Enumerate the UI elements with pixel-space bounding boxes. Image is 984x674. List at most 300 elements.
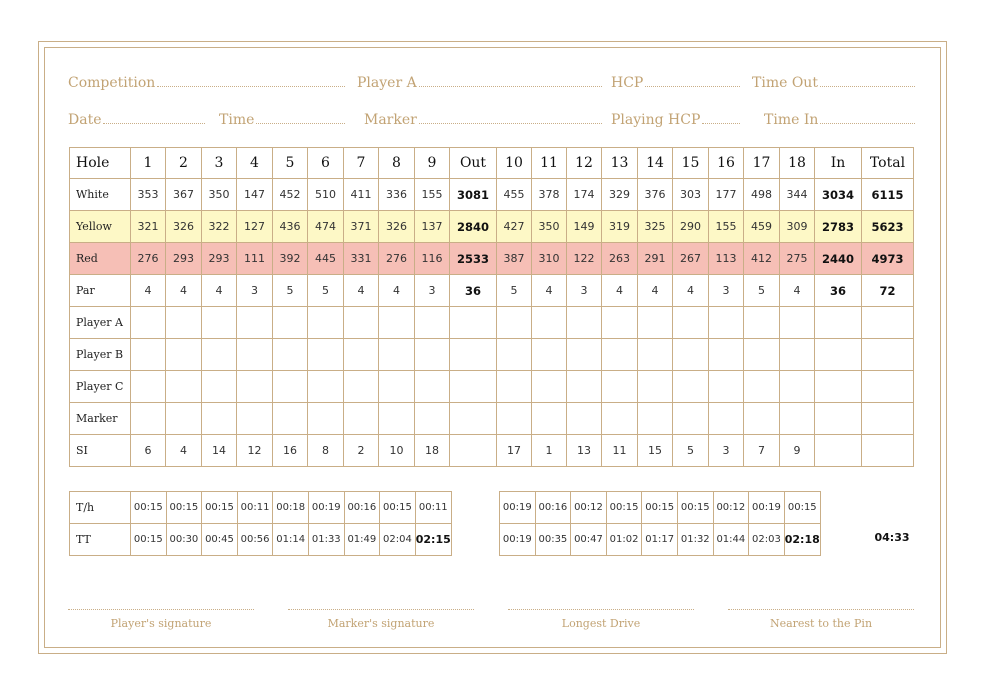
tee-white-cell: 452 (273, 179, 308, 211)
player-3-cell[interactable] (602, 371, 638, 403)
player-signature-label: Player's signature (110, 617, 212, 630)
player-1-row (70, 307, 914, 339)
tee-red-cell: 387 (497, 243, 532, 275)
player-2-cell[interactable] (602, 339, 638, 371)
tee-yellow-cell: 149 (567, 211, 602, 243)
stroke-index-cell: 7 (744, 435, 780, 467)
player-1-cell[interactable] (379, 307, 415, 339)
par-cell: 4 (166, 275, 202, 307)
timing-tt-cell: 01:14 (273, 524, 309, 556)
hole-number: 18 (780, 148, 815, 179)
hole-number: 5 (273, 148, 308, 179)
tee-red-cell: 122 (567, 243, 602, 275)
hole-number: 15 (673, 148, 709, 179)
timing-th-row (500, 492, 821, 524)
player-1-cell[interactable] (744, 307, 780, 339)
stroke-index-cell: 10 (379, 435, 415, 467)
tee-white-cell: 6115 (862, 179, 914, 211)
player-4-cell[interactable] (202, 403, 237, 435)
timing-tt-label: TT (70, 524, 131, 556)
player-4-cell[interactable] (862, 403, 914, 435)
tee-white-cell: 3081 (450, 179, 497, 211)
timing-tt-cell: 02:18 (784, 524, 820, 556)
stroke-index-cell: 11 (602, 435, 638, 467)
timing-tt-row (70, 524, 452, 556)
timing-th-cell: 00:16 (344, 492, 380, 524)
player-3-row (70, 371, 914, 403)
marker-field[interactable] (364, 108, 602, 128)
timing-th-cell: 00:11 (415, 492, 451, 524)
stroke-index-cell: 9 (780, 435, 815, 467)
competition-label: Competition (68, 75, 156, 91)
player-3-cell[interactable] (709, 371, 744, 403)
tee-red-cell: 276 (131, 243, 166, 275)
tee-white-cell: 177 (709, 179, 744, 211)
hole-number: 1 (131, 148, 166, 179)
tee-red-cell: 331 (344, 243, 379, 275)
tee-red-cell: 2533 (450, 243, 497, 275)
stroke-index-cell (862, 435, 914, 467)
timing-tt-cell: 01:44 (713, 524, 749, 556)
hole-number: 14 (638, 148, 673, 179)
nearest-pin-line[interactable] (728, 609, 914, 610)
playing-hcp-label: Playing HCP (611, 112, 701, 128)
player-3-cell[interactable] (308, 371, 344, 403)
player-3-cell[interactable] (166, 371, 202, 403)
player-2-cell[interactable] (131, 339, 166, 371)
player-3-label: Player C (70, 371, 131, 403)
stroke-index-cell: 16 (273, 435, 308, 467)
player-1-cell[interactable] (202, 307, 237, 339)
tee-yellow-cell: 459 (744, 211, 780, 243)
timing-th-cell: 00:15 (131, 492, 167, 524)
stroke-index-cell: 13 (567, 435, 602, 467)
hole-number: In (815, 148, 862, 179)
timing-th-cell: 00:19 (749, 492, 785, 524)
marker-signature-line[interactable] (288, 609, 474, 610)
player-3-cell[interactable] (202, 371, 237, 403)
tee-red-cell: 276 (379, 243, 415, 275)
stroke-index-cell: 1 (532, 435, 567, 467)
tee-yellow-cell: 474 (308, 211, 344, 243)
player-3-cell[interactable] (780, 371, 815, 403)
player-3-cell[interactable] (744, 371, 780, 403)
hole-number: Total (862, 148, 914, 179)
player-4-cell[interactable] (532, 403, 567, 435)
stroke-index-cell: 14 (202, 435, 237, 467)
par-cell: 4 (344, 275, 379, 307)
par-row (70, 275, 914, 307)
player-3-cell[interactable] (497, 371, 532, 403)
player-4-cell[interactable] (308, 403, 344, 435)
stroke-index-cell (815, 435, 862, 467)
grand-total-time: 04:33 (874, 531, 910, 544)
player-1-cell[interactable] (567, 307, 602, 339)
stroke-index-cell: 8 (308, 435, 344, 467)
par-cell: 4 (532, 275, 567, 307)
player-4-cell[interactable] (415, 403, 450, 435)
tee-yellow-cell: 127 (237, 211, 273, 243)
tee-red-cell: 113 (709, 243, 744, 275)
player-4-cell[interactable] (237, 403, 273, 435)
player-2-cell[interactable] (862, 339, 914, 371)
tee-yellow-cell: 326 (379, 211, 415, 243)
timing-th-cell: 00:15 (784, 492, 820, 524)
player-3-cell[interactable] (450, 371, 497, 403)
time-field[interactable] (219, 108, 345, 128)
timing-th-cell: 00:12 (713, 492, 749, 524)
player-4-cell[interactable] (131, 403, 166, 435)
player-3-cell[interactable] (532, 371, 567, 403)
player-2-cell[interactable] (308, 339, 344, 371)
player-4-cell[interactable] (273, 403, 308, 435)
stroke-index-cell: 3 (709, 435, 744, 467)
hole-number: 13 (602, 148, 638, 179)
tee-yellow-cell: 155 (709, 211, 744, 243)
tee-red-cell: 4973 (862, 243, 914, 275)
tee-white-cell: 303 (673, 179, 709, 211)
player-1-cell[interactable] (450, 307, 497, 339)
stroke-index-cell: 5 (673, 435, 709, 467)
player-3-cell[interactable] (415, 371, 450, 403)
player-3-cell[interactable] (815, 371, 862, 403)
par-cell: 3 (567, 275, 602, 307)
tee-white-cell: 378 (532, 179, 567, 211)
player-2-cell[interactable] (673, 339, 709, 371)
tee-yellow-cell: 137 (415, 211, 450, 243)
stroke-index-label: SI (70, 435, 131, 467)
tee-red-cell: 275 (780, 243, 815, 275)
player-1-label: Player A (70, 307, 131, 339)
player-2-cell[interactable] (532, 339, 567, 371)
tee-yellow-cell: 2783 (815, 211, 862, 243)
tee-yellow-cell: 321 (131, 211, 166, 243)
player-2-cell[interactable] (415, 339, 450, 371)
timing-tt-row (500, 524, 821, 556)
hcp-label: HCP (611, 75, 644, 91)
time-out-label: Time Out (752, 75, 818, 91)
stroke-index-cell: 18 (415, 435, 450, 467)
tee-white-cell: 147 (237, 179, 273, 211)
tee-white-cell: 344 (780, 179, 815, 211)
par-cell: 36 (450, 275, 497, 307)
par-cell: 4 (379, 275, 415, 307)
tee-white-row (70, 179, 914, 211)
par-cell: 3 (709, 275, 744, 307)
player-4-cell[interactable] (379, 403, 415, 435)
stroke-index-cell: 4 (166, 435, 202, 467)
timing-tt-cell: 01:32 (677, 524, 713, 556)
player-2-cell[interactable] (237, 339, 273, 371)
player-4-cell[interactable] (450, 403, 497, 435)
player-2-cell[interactable] (709, 339, 744, 371)
date-label: Date (68, 112, 102, 128)
hole-number: 7 (344, 148, 379, 179)
hole-number: 8 (379, 148, 415, 179)
timing-tt-cell: 02:04 (380, 524, 416, 556)
player-1-cell[interactable] (815, 307, 862, 339)
tee-yellow-cell: 436 (273, 211, 308, 243)
longest-drive-line[interactable] (508, 609, 694, 610)
player-1-cell[interactable] (166, 307, 202, 339)
tee-yellow-cell: 290 (673, 211, 709, 243)
timing-tt-cell: 00:56 (237, 524, 273, 556)
par-label: Par (70, 275, 131, 307)
timing-tt-cell: 00:35 (535, 524, 571, 556)
player-4-cell[interactable] (673, 403, 709, 435)
player-signature-line[interactable] (68, 609, 254, 610)
timing-tt-cell: 02:03 (749, 524, 785, 556)
player-3-cell[interactable] (237, 371, 273, 403)
tee-white-cell: 3034 (815, 179, 862, 211)
timing-th-cell: 00:15 (642, 492, 678, 524)
scorecard-table (69, 147, 914, 467)
playing-hcp-field[interactable] (611, 108, 740, 128)
tee-red-cell: 267 (673, 243, 709, 275)
player-1-cell[interactable] (497, 307, 532, 339)
hole-number: 12 (567, 148, 602, 179)
tee-yellow-cell: 325 (638, 211, 673, 243)
player-1-cell[interactable] (273, 307, 308, 339)
hole-number: 4 (237, 148, 273, 179)
tee-white-cell: 329 (602, 179, 638, 211)
player-3-cell[interactable] (379, 371, 415, 403)
par-cell: 5 (497, 275, 532, 307)
tee-yellow-cell: 326 (166, 211, 202, 243)
par-cell: 4 (673, 275, 709, 307)
player-4-cell[interactable] (567, 403, 602, 435)
tee-white-cell: 350 (202, 179, 237, 211)
player-3-cell[interactable] (273, 371, 308, 403)
timing-front-table (69, 491, 452, 556)
hole-number: Out (450, 148, 497, 179)
player-4-cell[interactable] (744, 403, 780, 435)
tee-red-label: Red (70, 243, 131, 275)
player-2-cell[interactable] (273, 339, 308, 371)
tee-red-cell: 392 (273, 243, 308, 275)
timing-th-cell: 00:18 (273, 492, 309, 524)
tee-white-cell: 367 (166, 179, 202, 211)
hole-header-label: Hole (70, 148, 131, 179)
stroke-index-cell: 6 (131, 435, 166, 467)
player-4-cell[interactable] (166, 403, 202, 435)
player-3-cell[interactable] (862, 371, 914, 403)
timing-th-cell: 00:11 (237, 492, 273, 524)
stroke-index-cell: 12 (237, 435, 273, 467)
timing-th-cell: 00:15 (166, 492, 202, 524)
player-2-cell[interactable] (166, 339, 202, 371)
tee-red-cell: 291 (638, 243, 673, 275)
tee-white-cell: 353 (131, 179, 166, 211)
player-1-cell[interactable] (415, 307, 450, 339)
hole-number: 2 (166, 148, 202, 179)
par-cell: 5 (273, 275, 308, 307)
competition-field[interactable] (68, 71, 345, 91)
par-cell: 4 (602, 275, 638, 307)
timing-th-cell: 00:15 (677, 492, 713, 524)
tee-red-cell: 2440 (815, 243, 862, 275)
timing-tt-cell: 01:02 (606, 524, 642, 556)
player-a-field[interactable] (357, 71, 602, 91)
hole-number: 16 (709, 148, 744, 179)
player-1-cell[interactable] (638, 307, 673, 339)
par-cell: 72 (862, 275, 914, 307)
player-2-cell[interactable] (815, 339, 862, 371)
date-field[interactable] (68, 108, 205, 128)
player-2-cell[interactable] (744, 339, 780, 371)
tee-red-cell: 293 (202, 243, 237, 275)
longest-drive-label: Longest Drive (561, 617, 641, 630)
player-2-cell[interactable] (497, 339, 532, 371)
hole-number: 17 (744, 148, 780, 179)
player-2-cell[interactable] (450, 339, 497, 371)
tee-red-cell: 445 (308, 243, 344, 275)
timing-th-cell: 00:16 (535, 492, 571, 524)
player-1-cell[interactable] (862, 307, 914, 339)
par-cell: 5 (308, 275, 344, 307)
tee-white-cell: 336 (379, 179, 415, 211)
player-4-cell[interactable] (709, 403, 744, 435)
timing-tt-cell: 00:15 (131, 524, 167, 556)
timing-tt-cell: 00:19 (500, 524, 536, 556)
tee-yellow-cell: 5623 (862, 211, 914, 243)
tee-red-cell: 310 (532, 243, 567, 275)
player-2-cell[interactable] (638, 339, 673, 371)
time-label: Time (219, 112, 255, 128)
time-in-field[interactable] (764, 108, 915, 128)
timing-tt-cell: 01:17 (642, 524, 678, 556)
timing-th-label: T/h (70, 492, 131, 524)
marker-signature-label: Marker's signature (327, 617, 435, 630)
timing-tt-cell: 00:47 (571, 524, 607, 556)
player-2-cell[interactable] (567, 339, 602, 371)
player-1-cell[interactable] (131, 307, 166, 339)
stroke-index-row (70, 435, 914, 467)
player-4-cell[interactable] (815, 403, 862, 435)
player-2-row (70, 339, 914, 371)
tee-red-cell: 116 (415, 243, 450, 275)
marker-label: Marker (364, 112, 417, 128)
player-4-label: Marker (70, 403, 131, 435)
tee-yellow-cell: 319 (602, 211, 638, 243)
player-4-cell[interactable] (602, 403, 638, 435)
par-cell: 3 (237, 275, 273, 307)
hole-number: 11 (532, 148, 567, 179)
player-a-label: Player A (357, 75, 417, 91)
par-cell: 36 (815, 275, 862, 307)
stroke-index-cell: 17 (497, 435, 532, 467)
par-cell: 4 (780, 275, 815, 307)
timing-th-cell: 00:15 (202, 492, 238, 524)
player-4-cell[interactable] (638, 403, 673, 435)
time-out-field[interactable] (752, 71, 915, 91)
timing-th-cell: 00:19 (500, 492, 536, 524)
par-cell: 4 (202, 275, 237, 307)
tee-red-cell: 111 (237, 243, 273, 275)
player-3-cell[interactable] (567, 371, 602, 403)
par-cell: 5 (744, 275, 780, 307)
timing-th-cell: 00:12 (571, 492, 607, 524)
timing-tt-cell: 02:15 (415, 524, 451, 556)
player-2-cell[interactable] (202, 339, 237, 371)
tee-white-cell: 498 (744, 179, 780, 211)
par-cell: 4 (131, 275, 166, 307)
timing-back-table (499, 491, 821, 556)
tee-red-cell: 412 (744, 243, 780, 275)
par-cell: 4 (638, 275, 673, 307)
tee-yellow-cell: 2840 (450, 211, 497, 243)
tee-red-row (70, 243, 914, 275)
tee-red-cell: 263 (602, 243, 638, 275)
timing-th-cell: 00:15 (380, 492, 416, 524)
player-3-cell[interactable] (638, 371, 673, 403)
player-1-cell[interactable] (709, 307, 744, 339)
player-2-cell[interactable] (344, 339, 379, 371)
hole-number: 6 (308, 148, 344, 179)
tee-white-cell: 376 (638, 179, 673, 211)
tee-white-label: White (70, 179, 131, 211)
player-2-label: Player B (70, 339, 131, 371)
tee-yellow-row (70, 211, 914, 243)
player-4-cell[interactable] (344, 403, 379, 435)
player-3-cell[interactable] (131, 371, 166, 403)
player-4-cell[interactable] (497, 403, 532, 435)
player-1-cell[interactable] (308, 307, 344, 339)
stroke-index-cell: 2 (344, 435, 379, 467)
tee-yellow-cell: 427 (497, 211, 532, 243)
tee-yellow-label: Yellow (70, 211, 131, 243)
tee-white-cell: 155 (415, 179, 450, 211)
tee-white-cell: 510 (308, 179, 344, 211)
tee-white-cell: 455 (497, 179, 532, 211)
timing-tt-cell: 00:30 (166, 524, 202, 556)
tee-white-cell: 411 (344, 179, 379, 211)
timing-tt-cell: 01:33 (308, 524, 344, 556)
time-in-label: Time In (764, 112, 819, 128)
hole-number: 3 (202, 148, 237, 179)
stroke-index-cell (450, 435, 497, 467)
player-3-cell[interactable] (673, 371, 709, 403)
hole-header-row (70, 148, 914, 179)
player-1-cell[interactable] (344, 307, 379, 339)
player-4-row (70, 403, 914, 435)
player-4-cell[interactable] (780, 403, 815, 435)
hcp-field[interactable] (611, 71, 740, 91)
player-2-cell[interactable] (379, 339, 415, 371)
nearest-pin-label: Nearest to the Pin (769, 617, 873, 630)
tee-yellow-cell: 371 (344, 211, 379, 243)
tee-yellow-cell: 309 (780, 211, 815, 243)
player-1-cell[interactable] (532, 307, 567, 339)
tee-yellow-cell: 322 (202, 211, 237, 243)
timing-th-row (70, 492, 452, 524)
timing-th-cell: 00:15 (606, 492, 642, 524)
hole-number: 9 (415, 148, 450, 179)
player-3-cell[interactable] (344, 371, 379, 403)
stroke-index-cell: 15 (638, 435, 673, 467)
timing-tt-cell: 00:45 (202, 524, 238, 556)
player-1-cell[interactable] (237, 307, 273, 339)
player-1-cell[interactable] (673, 307, 709, 339)
timing-tt-cell: 01:49 (344, 524, 380, 556)
tee-white-cell: 174 (567, 179, 602, 211)
player-1-cell[interactable] (602, 307, 638, 339)
par-cell: 3 (415, 275, 450, 307)
tee-red-cell: 293 (166, 243, 202, 275)
player-2-cell[interactable] (780, 339, 815, 371)
tee-yellow-cell: 350 (532, 211, 567, 243)
player-1-cell[interactable] (780, 307, 815, 339)
